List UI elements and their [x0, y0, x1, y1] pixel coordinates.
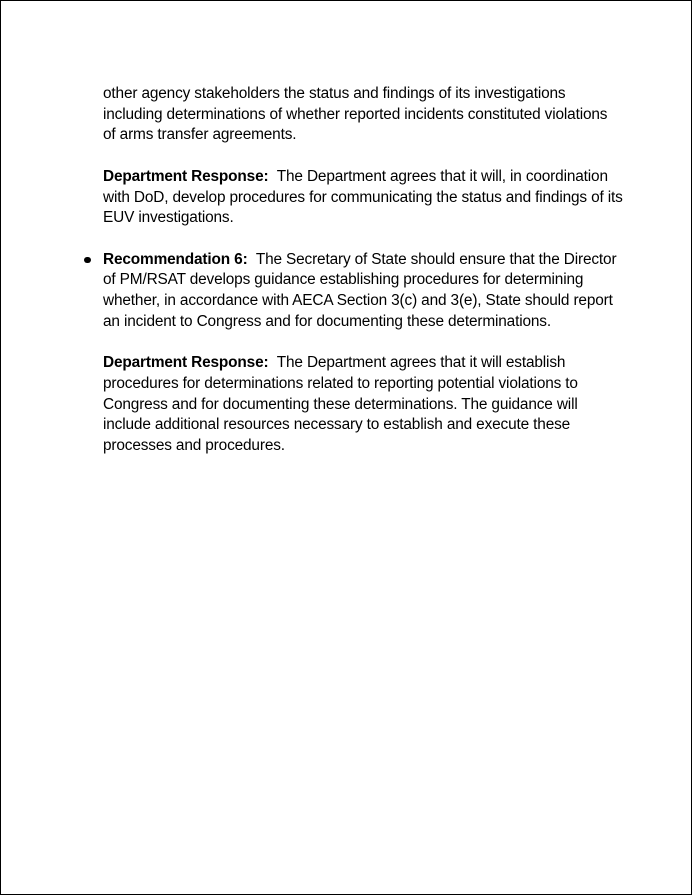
department-response-2 [103, 353, 623, 457]
recommendation-label: Recommendation 6: [103, 250, 248, 268]
paragraph-spacer [103, 332, 623, 353]
recommendation-6-paragraph [103, 250, 623, 333]
department-response-label: Department Response: [103, 354, 269, 372]
bullet-icon [84, 257, 91, 264]
recommendation-6-item [103, 250, 623, 333]
continuation-paragraph: other agency stakeholders the status and findings of its investigations including determinations of whether reported incidents constituted violations of arms transfer agreements. [103, 85, 608, 144]
department-response-label: Department Response: [103, 167, 269, 185]
recommendation-text: The Secretary of State should ensure that the Director of PM/RSAT develops guidance establishing procedures for determining whether, in accordance with AECA Section 3(c) and 3(e), State should report an incident to Congress and for documenting these determinations. [103, 250, 617, 330]
department-response-1 [103, 167, 623, 229]
page-content [103, 84, 623, 457]
paragraph-spacer [103, 229, 623, 250]
department-response-text: The Department agrees that it will, in coordination with DoD, develop procedures for communicating the status and findings of its EUV investigations. [103, 167, 623, 227]
department-response-text: The Department agrees that it will establish procedures for determinations related to reporting potential violations to Congress and for documenting these determinations. The guidance will include additional resources necessary to establish and execute these processes and procedures. [103, 354, 578, 454]
paragraph-spacer [103, 146, 623, 167]
